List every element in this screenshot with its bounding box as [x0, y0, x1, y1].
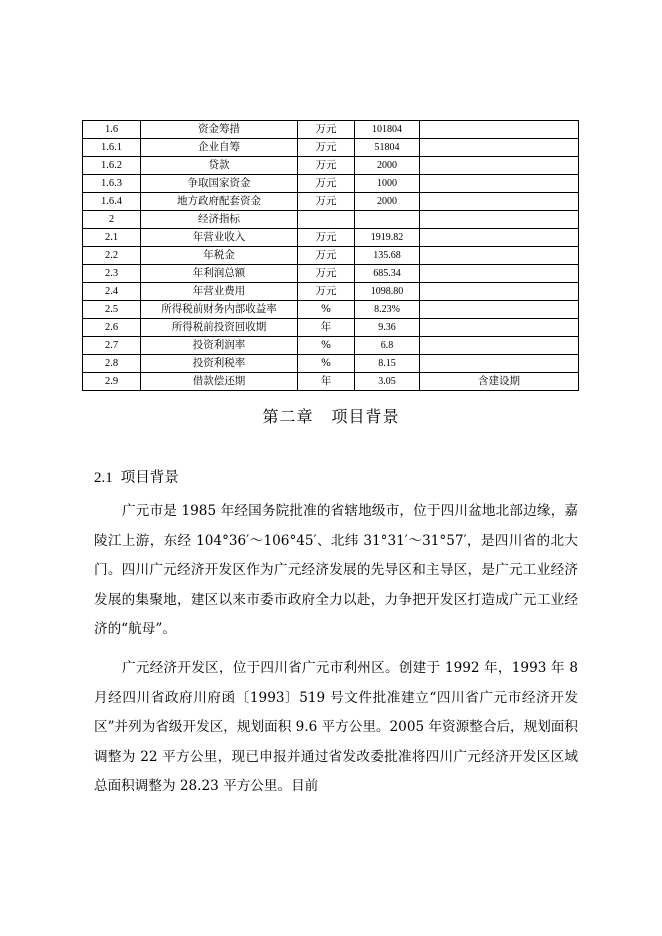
table-row: [83, 301, 579, 319]
cell-value: 51804: [355, 139, 420, 157]
cell-unit: [298, 211, 355, 229]
table-row: [83, 121, 579, 139]
cell-item-name: 争取国家资金: [141, 175, 298, 193]
cell-note: [420, 121, 579, 139]
cell-note: [420, 265, 579, 283]
cell-unit: 万元: [298, 157, 355, 175]
cell-value: 9.36: [355, 319, 420, 337]
cell-number: 1.6.1: [83, 139, 141, 157]
cell-unit: 万元: [298, 121, 355, 139]
cell-note: [420, 319, 579, 337]
cell-number: 2.6: [83, 319, 141, 337]
cell-value: 3.05: [355, 373, 420, 391]
cell-item-name: 借款偿还期: [141, 373, 298, 391]
cell-value: 101804: [355, 121, 420, 139]
cell-number: 1.6.4: [83, 193, 141, 211]
table-row: [83, 319, 579, 337]
cell-unit: 万元: [298, 265, 355, 283]
cell-item-name: 所得税前财务内部收益率: [141, 301, 298, 319]
cell-number: 2.2: [83, 247, 141, 265]
table-row: [83, 337, 579, 355]
cell-item-name: 所得税前投资回收期: [141, 319, 298, 337]
cell-note: [420, 301, 579, 319]
cell-unit: 年: [298, 319, 355, 337]
cell-number: 2.7: [83, 337, 141, 355]
cell-number: 1.6.3: [83, 175, 141, 193]
cell-note: 含建设期: [420, 373, 579, 391]
cell-unit: %: [298, 337, 355, 355]
cell-number: 2.1: [83, 229, 141, 247]
cell-unit: %: [298, 301, 355, 319]
cell-value: 1000: [355, 175, 420, 193]
section-title: 项目背景: [120, 470, 179, 486]
section-heading: [94, 466, 179, 487]
cell-value: 6.8: [355, 337, 420, 355]
cell-value: 8.15: [355, 355, 420, 373]
cell-note: [420, 193, 579, 211]
cell-note: [420, 157, 579, 175]
cell-unit: 万元: [298, 139, 355, 157]
cell-item-name: 投资利税率: [141, 355, 298, 373]
cell-number: 2.8: [83, 355, 141, 373]
cell-item-name: 经济指标: [141, 211, 298, 229]
cell-value: [355, 211, 420, 229]
cell-item-name: 投资利润率: [141, 337, 298, 355]
section-number: 2.1: [94, 470, 113, 486]
cell-number: 2.9: [83, 373, 141, 391]
cell-value: 685.34: [355, 265, 420, 283]
cell-unit: 万元: [298, 283, 355, 301]
cell-item-name: 年利润总额: [141, 265, 298, 283]
cell-item-name: 年税金: [141, 247, 298, 265]
cell-note: [420, 229, 579, 247]
cell-unit: 万元: [298, 229, 355, 247]
cell-note: [420, 211, 579, 229]
cell-unit: 万元: [298, 175, 355, 193]
cell-value: 1098.80: [355, 283, 420, 301]
table-row: [83, 265, 579, 283]
cell-value: 135.68: [355, 247, 420, 265]
cell-number: 2.4: [83, 283, 141, 301]
chapter-number: 第二章: [262, 407, 314, 426]
cell-number: 1.6: [83, 121, 141, 139]
indicator-table-body: [83, 121, 579, 391]
cell-item-name: 资金筹措: [141, 121, 298, 139]
table-row: [83, 373, 579, 391]
table-row: [83, 193, 579, 211]
table-row: [83, 175, 579, 193]
cell-unit: 年: [298, 373, 355, 391]
body-paragraph-1: 广元市是 1985 年经国务院批准的省辖地级市，位于四川盆地北部边缘，嘉陵江上游，东经 104°36′～106°45′、北纬 31°31′～31°57′，是四川省的北大门。四川广元经济开发区作为广元经济发展的先导区和主导区，是广元工业经济发展的集聚地，建区以来市委市政府全力以赴，力争把开发区打造成广元工业经济的“航母”。: [94, 503, 578, 637]
chapter-title: 项目背景: [331, 407, 400, 426]
cell-number: 2: [83, 211, 141, 229]
cell-value: 2000: [355, 193, 420, 211]
cell-item-name: 年营业费用: [141, 283, 298, 301]
cell-note: [420, 337, 579, 355]
cell-note: [420, 355, 579, 373]
cell-item-name: 年营业收入: [141, 229, 298, 247]
cell-value: 2000: [355, 157, 420, 175]
body-paragraph-2: 广元经济开发区，位于四川省广元市利州区。创建于 1992 年，1993 年 8 月经四川省政府川府函〔1993〕519 号文件批准建立“四川省广元市经济开发区”并列为省级开发区，规划面积 9.6 平方公里。2005 年资源整合后，规划面积调整为 22 平方公里，现已申报并通过省发改委批准将四川广元经济开发区区域总面积调整为 28.23 平方公里。目前: [94, 660, 578, 794]
cell-note: [420, 175, 579, 193]
cell-unit: %: [298, 355, 355, 373]
table-row: [83, 355, 579, 373]
cell-item-name: 地方政府配套资金: [141, 193, 298, 211]
cell-unit: 万元: [298, 193, 355, 211]
cell-number: 2.5: [83, 301, 141, 319]
cell-number: 1.6.2: [83, 157, 141, 175]
cell-note: [420, 247, 579, 265]
table-row: [83, 157, 579, 175]
cell-value: 8.23%: [355, 301, 420, 319]
cell-note: [420, 139, 579, 157]
cell-item-name: 企业自筹: [141, 139, 298, 157]
table-row: [83, 247, 579, 265]
chapter-heading: [0, 404, 662, 427]
table-row: [83, 211, 579, 229]
indicator-table: [82, 120, 579, 391]
table-row: [83, 139, 579, 157]
cell-number: 2.3: [83, 265, 141, 283]
table-row: [83, 229, 579, 247]
cell-value: 1919.82: [355, 229, 420, 247]
cell-item-name: 贷款: [141, 157, 298, 175]
table-row: [83, 283, 579, 301]
cell-unit: 万元: [298, 247, 355, 265]
cell-note: [420, 283, 579, 301]
